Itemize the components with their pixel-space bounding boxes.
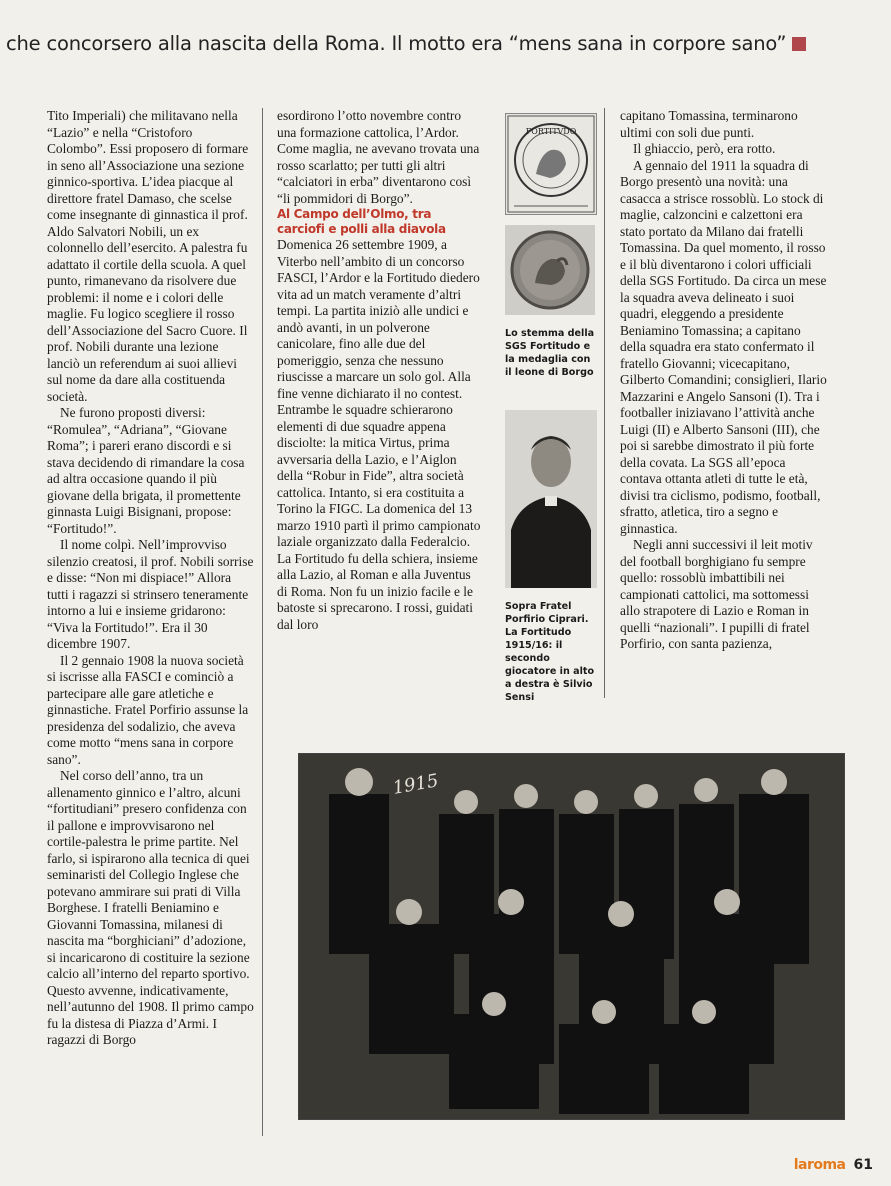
caption-team: Sopra Fratel Porfirio Ciprari. La Fortitudo 1915/16: il secondo giocatore in alto a destra è Silvio Sensi <box>505 601 595 703</box>
column-divider <box>604 108 605 698</box>
section-subtitle: Al Campo dell’Olmo, tra carciofi e polli alla diavola <box>277 207 446 236</box>
paragraph: Tito Imperiali) che militavano nella “Lazio” e nella “Cristoforo Colombo”. Essi proposero di formare in seno all’Associazione una sezione ginnico-sportiva. L’idea piacque al direttore fratel Damaso, che scelse come insegnante di ginnastica il prof. Aldo Salvatori Nobili, un ex colonnello dell’esercito. A palestra fu adattato il cortile della scuola. A quel punto, rimanevano da risolvere due problemi: il nome e i colori delle maglie. Fu logico scegliere il rosso dell’Associazione del Sacro Cuore. Il prof. Nobili durante una lezione lanciò un referendum ai suoi allievi sul nome da dare alla costituenda società. <box>47 108 249 404</box>
page-footer <box>794 1157 873 1173</box>
team-photo <box>298 753 845 1120</box>
paragraph: esordirono l’otto novembre contro una formazione cattolica, l’Ardor. Come maglia, ne avevano trovata una rosso scarlatto; per tutti gli altri “calciatori in erba” diventarono così “li pommidori di Borgo”. <box>277 108 480 206</box>
paragraph: Nel corso dell’anno, tra un allenamento ginnico e l’altro, alcuni “fortitudiani” presero confidenza con il pallone e improvvisarono nel cortile-palestra le prime partite. Nel farlo, si ispirarono alla tecnica di quei seminaristi del Collegio Inglese che potevano ammirare sui prati di Villa Borghese. I fratelli Beniamino e Giovanni Tomassina, milanesi di nascita ma “borghiciani” d’adozione, si incaricarono di costituire la sezione calcio all’interno del reparto sportivo. Questo avvenne, indicativamente, nell’autunno del 1908. Il primo campo fu la distesa di Piazza d’Armi. I ragazzi di Borgo <box>47 768 254 1047</box>
lion-medal-image <box>505 225 595 315</box>
paragraph: A gennaio del 1911 la squadra di Borgo presentò una novità: una casacca a strisce rossoblù. Lo stock di maglie, calzoncini e calzettoni era stato portato da Milano dai fratelli Tomassina. Da quel momento, il rosso e il blù diventarono i colori ufficiali della SGS Fortitudo. Da circa un mese la squadra aveva delineato i suoi quadri, eleggendo a presidente Beniamino Tomassina; a capitano della squadra era stato confermato il fratello Giovanni; vicecapitano, Gilberto Comandini; consiglieri, Ilario Mazzarini e Angelo Sansoni (I). Tra i footballer iniziavano l’attività anche Luigi (II) e Alberto Sansoni (III), che poi si sarebbe dimostrato il più forte della covata. La SGS all’epoca contava ottanta atleti di tutte le età, divisi tra ciclismo, podismo, football, sfratto, atletica, tiro a segno e ginnastica. <box>620 157 827 536</box>
headline-square-marker <box>792 37 806 51</box>
column-1 <box>47 108 254 1049</box>
svg-text:1915: 1915 <box>391 770 440 799</box>
page-number: 61 <box>853 1157 873 1173</box>
column-3 <box>620 108 829 653</box>
column-2 <box>277 108 482 633</box>
paragraph: Negli anni successivi il leit motiv del football borghigiano fu sempre quello: rossoblù imbattibili nei campionati cattolici, ma sottomessi allo strapotere di Lazio e Roman in quelli “nazionali”. I pupilli di fratel Porfirio, con santa pazienza, <box>620 537 813 651</box>
paragraph: Il nome colpì. Nell’improvviso silenzio creatosi, il prof. Nobili sorrise e disse: “Non mi dispiace!” Allora tutti i ragazzi si strinsero teneramente intorno a lui e insieme gridarono: “Viva la Fortitudo!”. Era il 30 dicembre 1907. <box>47 537 254 651</box>
club-seal-image <box>505 113 597 215</box>
paragraph: Domenica 26 settembre 1909, a Viterbo nell’ambito di un concorso FASCI, l’Ardor e la Fortitudo diedero vita ad un match veramente d’altri tempi. La partita iniziò alle undici e andò avanti, in un polverone canicolare, fino alle due del pomeriggio, senza che nessuno riuscisse a marcare un solo gol. Alla fine venne dichiarato il no contest. Entrambe le squadre schierarono elementi di due squadre appena disciolte: la mitica Virtus, prima avversaria della Lazio, e l’Aiglon della “Robur in Fide”, altra società cattolica. Intanto, si era costituita a Torino la FIGC. La domenica del 13 marzo 1910 partì il primo campionato laziale organizzato dalla Federalcio. La Fortitudo fu della schiera, insieme alla Lazio, al Roman e alla Juventus di Roma. Non fu un inizio facile e le batoste si sprecarono. I rossi, guidati dal loro <box>277 237 481 632</box>
portrait-photo <box>505 410 597 588</box>
paragraph: Il 2 gennaio 1908 la nuova società si iscrisse alla FASCI e cominciò a partecipare alle gare atletiche e ginnastiche. Fratel Porfirio assunse la presidenza del sodalizio, che aveva come motto “mens sana in corpore sano”. <box>47 652 249 767</box>
page-headline: che concorsero alla nascita della Roma. Il motto era “mens sana in corpore sano” <box>6 29 886 59</box>
paragraph: Ne furono proposti diversi: “Romulea”, “Adriana”, “Giovane Roma”; i pareri erano discordi e si stava decidendo di rimandare la cosa ad altra occasione quando il più giovane della brigata, il promettente ginnasta Luigi Bisignani, propose: “Fortitudo!”. <box>47 405 245 536</box>
paragraph: Il ghiaccio, però, era rotto. <box>633 141 776 156</box>
magazine-logo: laroma <box>793 1157 846 1173</box>
svg-text:FORTITVDO: FORTITVDO <box>525 127 577 136</box>
paragraph: capitano Tomassina, terminarono ultimi con soli due punti. <box>620 108 798 140</box>
caption-emblem: Lo stemma della SGS Fortitudo e la medaglia con il leone di Borgo <box>505 328 595 378</box>
column-divider <box>262 108 263 1136</box>
